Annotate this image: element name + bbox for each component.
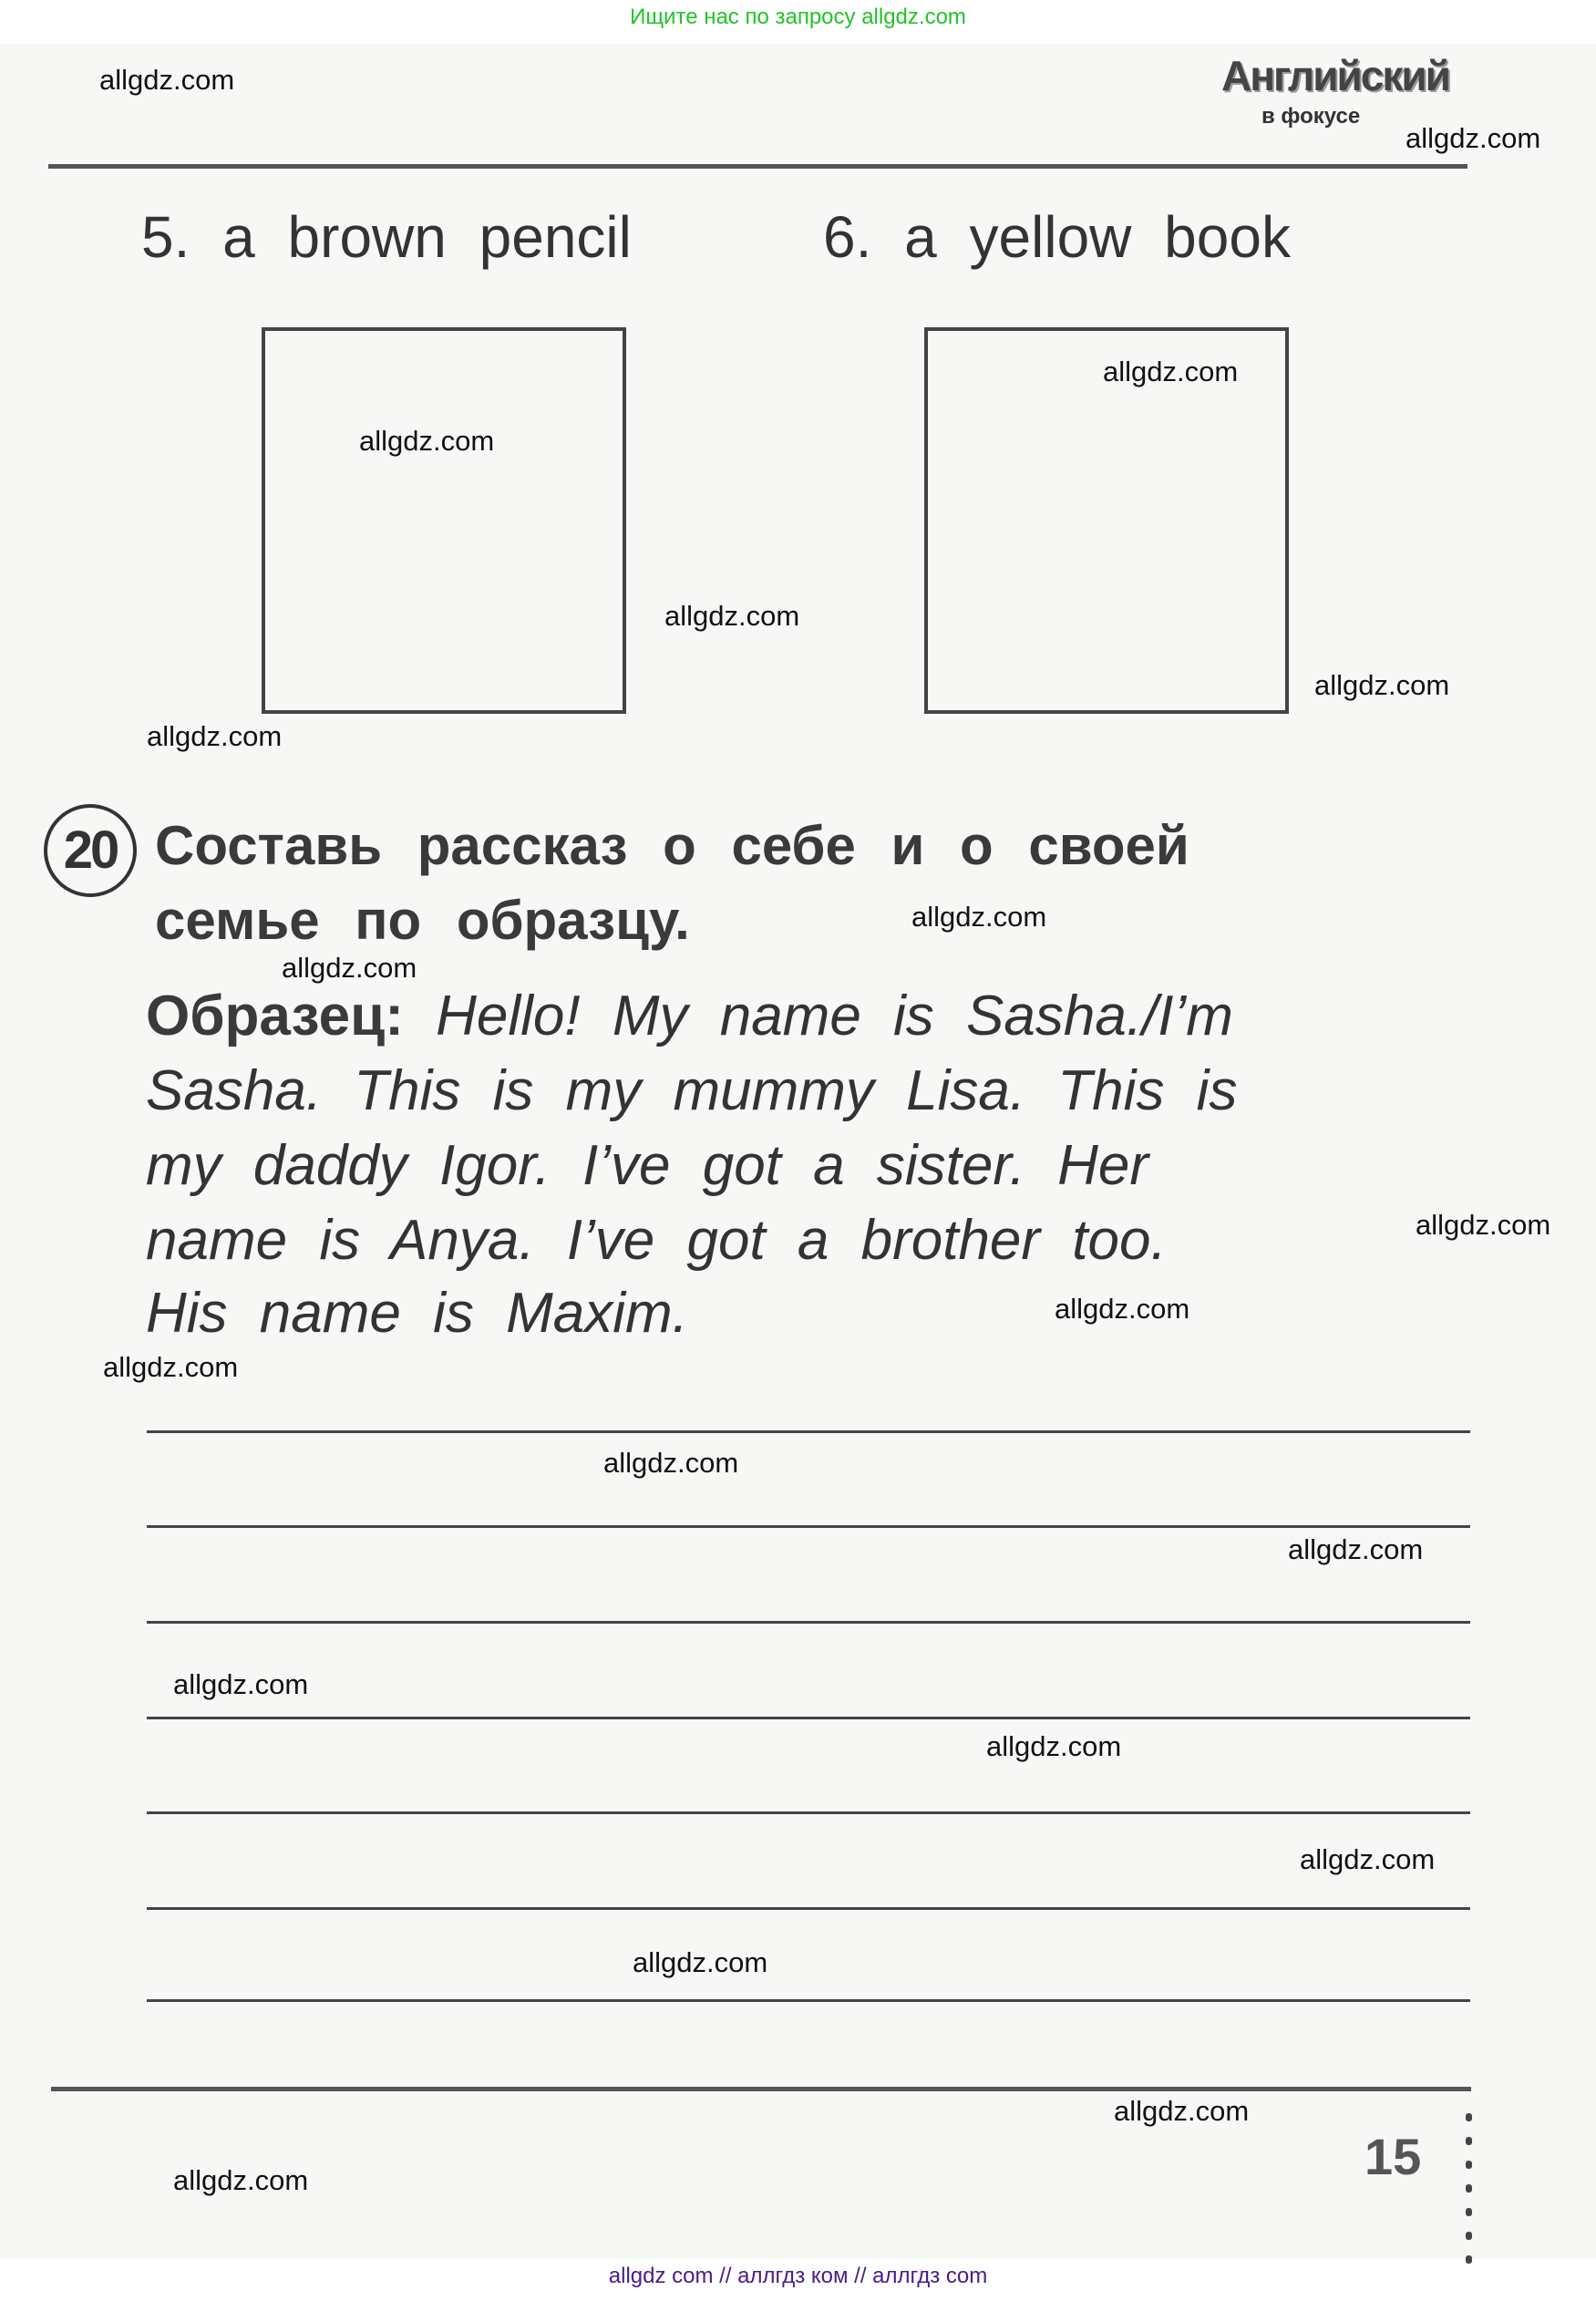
watermark: allgdz.com	[103, 1351, 239, 1383]
margin-dot	[1466, 2184, 1472, 2193]
top-banner: Ищите нас по запросу allgdz.com	[630, 5, 966, 29]
writing-line[interactable]	[147, 1717, 1470, 1719]
margin-dot	[1466, 2208, 1472, 2216]
item-5-label: 5. a brown pencil	[141, 204, 632, 270]
watermark: allgdz.com	[911, 901, 1047, 933]
watermark: allgdz.com	[147, 720, 283, 752]
page-number: 15	[1364, 2128, 1422, 2185]
writing-line[interactable]	[147, 1811, 1470, 1814]
margin-dot	[1466, 2255, 1472, 2264]
sample-label: Образец:	[146, 985, 404, 1047]
logo-title: Английский	[1221, 52, 1449, 99]
logo-subtitle: в фокусе	[1261, 104, 1361, 129]
sample-line-2	[146, 1059, 1238, 1122]
watermark: allgdz.com	[99, 64, 235, 96]
bottom-banner: allgdz com // аллгдз ком // аллгдз com	[608, 2264, 988, 2288]
watermark: allgdz.com	[1416, 1209, 1551, 1241]
watermark: allgdz.com	[664, 600, 800, 632]
drawing-box-5[interactable]	[262, 327, 626, 714]
item-6-label: 6. a yellow book	[823, 204, 1291, 270]
writing-line[interactable]	[147, 1621, 1470, 1624]
sample-text: name is Anya. I’ve got a brother too.	[146, 1209, 1167, 1272]
task-title-line2: семье по образцу.	[155, 890, 690, 951]
footer-divider	[51, 2087, 1471, 2091]
writing-line[interactable]	[147, 1525, 1470, 1528]
sample-line-3	[146, 1134, 1149, 1197]
watermark: allgdz.com	[173, 1668, 309, 1700]
task-title-line1: Составь рассказ о себе и о своей	[155, 815, 1189, 876]
sample-line-5	[146, 1282, 688, 1345]
watermark: allgdz.com	[986, 1730, 1122, 1762]
watermark: allgdz.com	[1055, 1293, 1190, 1325]
watermark: allgdz.com	[633, 1946, 768, 1978]
watermark: allgdz.com	[1300, 1843, 1436, 1875]
writing-line[interactable]	[147, 1430, 1470, 1433]
watermark: allgdz.com	[603, 1447, 739, 1479]
header-divider	[48, 164, 1467, 169]
sample-text: my daddy Igor. I’ve got a sister. Her	[146, 1134, 1149, 1197]
sample-line-1	[146, 985, 1233, 1047]
sample-text: Hello! My name is Sasha./I’m	[436, 985, 1233, 1047]
sample-text: Sasha. This is my mummy Lisa. This is	[146, 1059, 1238, 1122]
writing-line[interactable]	[147, 1907, 1470, 1910]
watermark: allgdz.com	[1103, 356, 1239, 387]
watermark: allgdz.com	[1406, 122, 1541, 154]
sample-text: His name is Maxim.	[146, 1282, 688, 1345]
margin-dot	[1466, 2137, 1472, 2145]
watermark: allgdz.com	[1314, 669, 1450, 701]
writing-line[interactable]	[147, 1999, 1470, 2002]
margin-dot	[1466, 2161, 1472, 2169]
sample-line-4	[146, 1209, 1167, 1272]
margin-dot	[1466, 2232, 1472, 2240]
task-number: 20	[44, 804, 137, 897]
watermark: allgdz.com	[1114, 2095, 1250, 2127]
margin-dot	[1466, 2113, 1472, 2121]
watermark: allgdz.com	[1288, 1533, 1424, 1565]
watermark: allgdz.com	[282, 952, 417, 984]
watermark: allgdz.com	[173, 2164, 309, 2196]
watermark: allgdz.com	[359, 425, 495, 457]
